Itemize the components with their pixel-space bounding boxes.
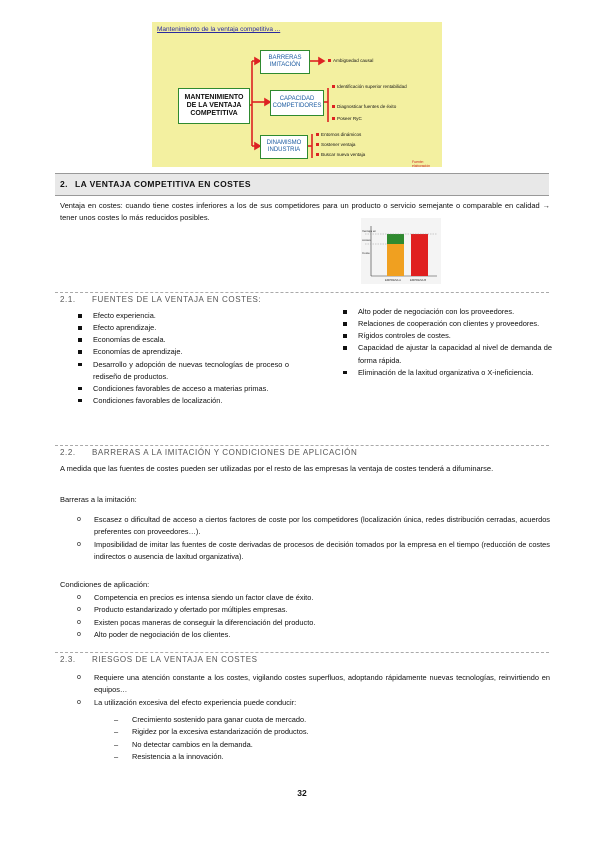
diagram-item: Entornos dinámicos [316,132,361,137]
barriers-label: Barreras a la imitación: [60,495,137,504]
diagram-item: Buscar nueva ventaja [316,152,365,157]
list-item: Rígidos controles de costes. [342,330,552,342]
list-item: – Crecimiento sostenido para ganar cuota de mercado. [60,714,550,726]
diagram-item: Identificación superior rentabilidad [332,84,412,89]
subsection-number: 2.2. [60,448,76,457]
list-item: o Imposibilidad de imitar las fuentes de coste derivadas de procesos de decisión tomados por la empresa en el tiempo (reducción de costes indirectos o ausencia de laxitud organizativa). [60,539,550,564]
list-item: o Alto poder de negociación de los clientes. [60,629,550,641]
list-item: Desarrollo y adopción de nuevas tecnologías de proceso o rediseño de productos. [77,359,289,383]
sources-list-right [342,306,552,379]
strategy-diagram [152,22,442,167]
list-item: o Requiere una atención constante a los costes, vigilando costes superfluos, adoptando rápidamente nuevas tecnologías, reinvirtiendo en equipos… [60,672,550,697]
chart-label: costes [362,238,371,242]
diagram-item: Diagnosticar fuentes de éxito [332,104,396,109]
subsection-2-2-header [55,445,549,460]
bar-a-top [387,234,404,244]
list-item: o Competencia en precios es intensa siendo un factor clave de éxito. [60,592,550,604]
list-item: Eliminación de la laxitud organizativa o X-ineficiencia. [342,367,552,379]
diagram-item: Sostener ventaja [316,142,355,147]
section-number: 2. [60,179,68,189]
bar-b-label: EMPRESA B [410,278,427,282]
diagram-box-capacidad: CAPACIDAD COMPETIDORES [270,90,324,116]
risks-list [60,672,550,709]
subsection-number: 2.1. [60,295,76,304]
page-number: 32 [297,788,307,798]
cost-advantage-mini-chart [361,218,441,284]
list-item: o La utilización excesiva del efecto experiencia puede conducir: [60,697,550,709]
list-item: o Existen pocas maneras de conseguir la diferenciación del producto. [60,617,550,629]
chart-label: Coste [362,251,370,255]
list-item: o Producto estandarizado y ofertado por múltiples empresas. [60,604,550,616]
diagram-title: Mantenimiento de la ventaja competitiva ... [157,26,281,33]
list-item: Relaciones de cooperación con clientes y proveedores. [342,318,552,330]
sources-list-left [77,310,289,407]
diagram-item: Poseer RyC [332,116,362,121]
list-item: o Escasez o dificultad de acceso a ciertos factores de coste por los competidores (localización única, redes distribución cerradas, acuerdos preferentes con proveedores…). [60,514,550,539]
list-item: – No detectar cambios en la demanda. [60,739,550,751]
section-2-header [55,173,549,196]
bar-a [387,244,404,276]
subsection-2-1-header [55,292,549,307]
risks-sublist [60,714,550,763]
list-item: Alto poder de negociación con los proveedores. [342,306,552,318]
intro-paragraph: Ventaja en costes: cuando tiene costes inferiores a los de sus competidores para un producto o servicio semejante o comparable en calidad → tener unos costes lo más reducidos posibles. [60,201,550,223]
list-item: Efecto experiencia. [77,310,289,322]
diagram-box-dinamismo: DINAMISMO INDUSTRIA [260,135,308,159]
diagram-box-barreras: BARRERAS IMITACIÓN [260,50,310,74]
subsection-title: BARRERAS A LA IMITACIÓN Y CONDICIONES DE APLICACIÓN [92,448,358,457]
list-item: Economías de escala. [77,334,289,346]
subsection-number: 2.3. [60,655,76,664]
list-item: Capacidad de ajustar la capacidad al nivel de demanda de forma rápida. [342,342,552,366]
subsection-2-3-header [55,652,549,667]
list-item: Economías de aprendizaje. [77,346,289,358]
barriers-list [60,514,550,563]
subsection-title: FUENTES DE LA VENTAJA EN COSTES: [92,295,262,304]
diagram-item: Ambigüedad causal [328,58,373,63]
list-item: Efecto aprendizaje. [77,322,289,334]
imitation-intro: A medida que las fuentes de costes pueden ser utilizadas por el resto de las empresas la ventaja de costes tenderá a difuminarse. [60,464,494,473]
subsection-title: RIESGOS DE LA VENTAJA EN COSTES [92,655,258,664]
diagram-main-box: MANTENIMIENTO DE LA VENTAJA COMPETITIVA [178,88,250,124]
bar-a-label: EMPRESA A [385,278,402,282]
conditions-label: Condiciones de aplicación: [60,580,150,589]
list-item: – Rigidez por la excesiva estandarización de productos. [60,726,550,738]
list-item: – Resistencia a la innovación. [60,751,550,763]
bar-b [411,234,428,276]
list-item: Condiciones favorables de acceso a materias primas. [77,383,289,395]
list-item: Condiciones favorables de localización. [77,395,289,407]
chart-label: Ventaja en [362,229,377,233]
section-title: LA VENTAJA COMPETITIVA EN COSTES [75,179,251,189]
conditions-list [60,592,550,641]
diagram-source-note: Fuente: elaboración [412,160,431,168]
